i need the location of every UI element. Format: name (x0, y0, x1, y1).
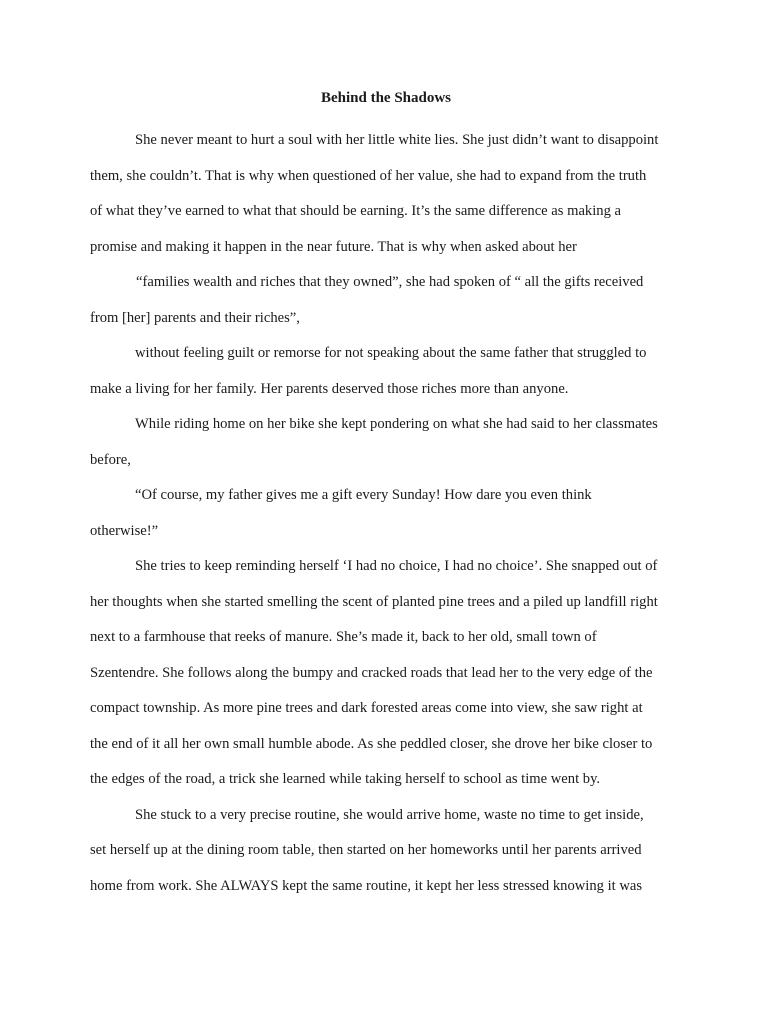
document-body (90, 123, 680, 904)
text-line: Szentendre. She follows along the bumpy and cracked roads that lead her to the very edge of the (90, 664, 653, 681)
document-page (90, 88, 680, 904)
text-line: promise and making it happen in the near future. That is why when asked about her (90, 238, 577, 255)
text-line: before, (90, 451, 131, 468)
text-line: set herself up at the dining room table, then started on her homeworks until her parents arrived (90, 842, 642, 858)
text-line: “families wealth and riches that they owned”, she had spoken of “ all the gifts received (136, 274, 644, 290)
text-line: She never meant to hurt a soul with her little white lies. She just didn’t want to disappoint (135, 132, 659, 148)
text-line: “Of course, my father gives me a gift every Sunday! How dare you even think (135, 487, 592, 503)
text-line: the edges of the road, a trick she learned while taking herself to school as time went by. (90, 771, 601, 787)
text-line: without feeling guilt or remorse for not speaking about the same father that struggled to (135, 345, 647, 361)
text-line: the end of it all her own small humble abode. As she peddled closer, she drove her bike closer to (90, 735, 653, 752)
text-line: home from work. She ALWAYS kept the same routine, it kept her less stressed knowing it was (90, 877, 643, 894)
text-line: next to a farmhouse that reeks of manure. She’s made it, back to her old, small town of (90, 629, 597, 645)
text-line: She tries to keep reminding herself ‘I had no choice, I had no choice’. She snapped out of (135, 558, 658, 574)
document-title: Behind the Shadows (320, 90, 452, 106)
text-line: make a living for her family. Her parents deserved those riches more than anyone. (90, 380, 569, 397)
text-line: her thoughts when she started smelling the scent of planted pine trees and a piled up landfill right (90, 593, 658, 610)
text-line: of what they’ve earned to what that should be earning. It’s the same difference as making a (90, 203, 621, 219)
text-line: them, she couldn’t. That is why when questioned of her value, she had to expand from the truth (90, 167, 647, 184)
text-line: from [her] parents and their riches”, (90, 309, 300, 326)
text-line: She stuck to a very precise routine, she would arrive home, waste no time to get inside, (135, 806, 644, 823)
text-line: While riding home on her bike she kept pondering on what she had said to her classmates (135, 416, 658, 432)
text-line: compact township. As more pine trees and dark forested areas come into view, she saw right at (90, 700, 643, 716)
text-line: otherwise!” (90, 522, 159, 539)
